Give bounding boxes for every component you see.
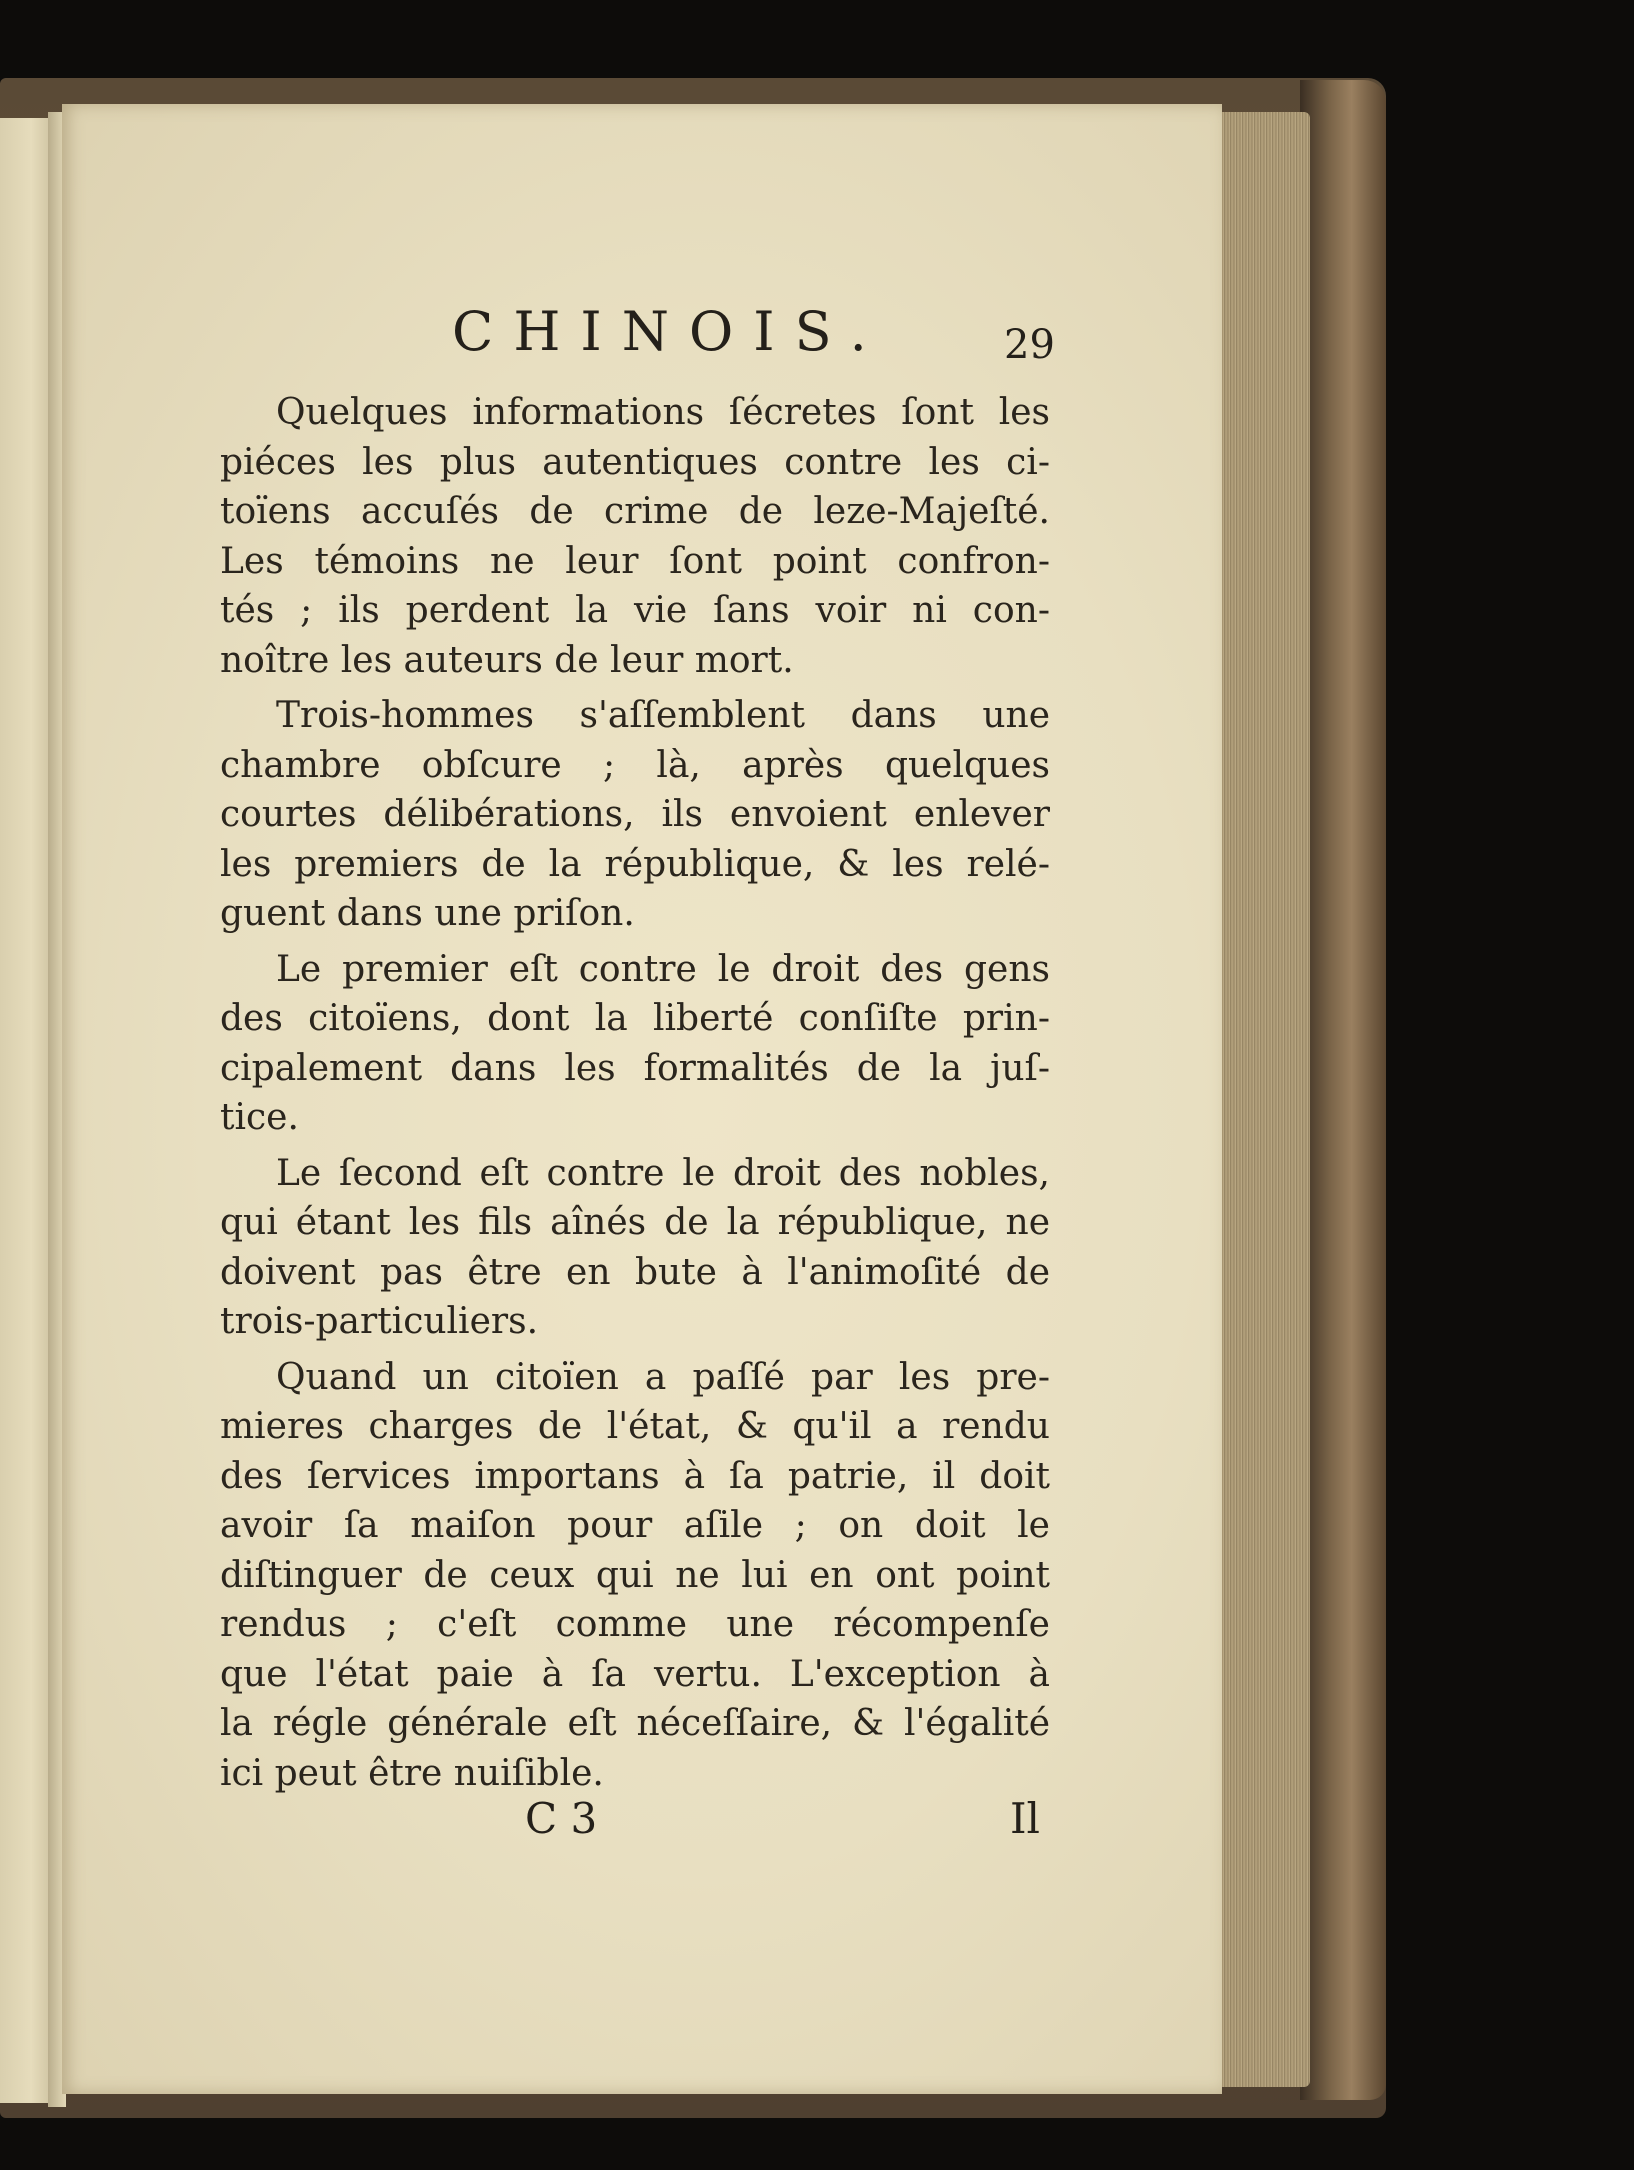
- text-line: Les témoins ne leur ſont point confron-: [220, 540, 1050, 582]
- paragraph-3: [220, 945, 1050, 1143]
- signature-mark: C 3: [525, 1794, 598, 1843]
- text-line: tice.: [220, 1097, 299, 1138]
- text-line: noître les auteurs de leur mort.: [220, 639, 794, 681]
- cover-edge: [1300, 80, 1386, 2100]
- text-line: cipalement dans les formalités de la juſ-: [220, 1047, 1050, 1089]
- text-line: mieres charges de l'état, & qu'il a rendu: [220, 1406, 1050, 1447]
- text-line: Quelques informations ſécretes ſont les: [276, 392, 1050, 433]
- page-footer: [220, 1794, 1050, 1854]
- text-line: Quand un citoïen a paſſé par les pre-: [276, 1356, 1050, 1398]
- text-line: des ſervices importans à ſa patrie, il doit: [220, 1455, 1050, 1497]
- running-head: CHINOIS.: [452, 300, 887, 363]
- text-line: diſtinguer de ceux qui ne lui en ont point: [220, 1554, 1050, 1596]
- text-line: que l'état paie à ſa vertu. L'exception à: [220, 1653, 1050, 1695]
- text-line: avoir ſa maiſon pour aſile ; on doit le: [220, 1505, 1050, 1546]
- paragraph-5: [220, 1353, 1050, 1799]
- text-line: rendus ; c'eſt comme une récompenſe: [220, 1604, 1050, 1645]
- text-line: Le ſecond eſt contre le droit des nobles,: [276, 1152, 1050, 1194]
- text-line: Le premier eſt contre le droit des gens: [276, 948, 1050, 990]
- text-line: qui étant les fils aînés de la république, ne: [220, 1202, 1050, 1243]
- text-line: toïens accuſés de crime de leze-Majeſté.: [220, 491, 1050, 532]
- catchword: Il: [1009, 1794, 1040, 1843]
- previous-page-edge: [0, 118, 52, 2103]
- text-line: piéces les plus autentiques contre les ci-: [220, 441, 1050, 483]
- text-line: la régle générale eſt néceſſaire, & l'égalité: [220, 1703, 1050, 1744]
- text-line: des citoïens, dont la liberté conſiſte prin-: [220, 998, 1050, 1039]
- fore-edge-pages: [1218, 112, 1310, 2087]
- text-line: guent dans une priſon.: [220, 893, 635, 934]
- text-line: tés ; ils perdent la vie ſans voir ni con-: [220, 590, 1050, 631]
- text-line: chambre obſcure ; là, après quelques: [220, 744, 1050, 786]
- text-line: ici peut être nuiſible.: [220, 1752, 604, 1794]
- text-line: courtes délibérations, ils envoient enlever: [220, 794, 1050, 835]
- text-line: les premiers de la république, & les relé-: [220, 843, 1050, 885]
- text-line: Trois-hommes s'aſſemblent dans une: [276, 695, 1050, 736]
- text-line: trois-particuliers.: [220, 1301, 539, 1342]
- paragraph-4: [220, 1149, 1050, 1347]
- paragraph-2: [220, 691, 1050, 939]
- paragraph-1: [220, 388, 1050, 685]
- body-text: [220, 388, 1050, 1804]
- page-number: 29: [1004, 322, 1055, 368]
- text-line: doivent pas être en bute à l'animoſité de: [220, 1251, 1050, 1293]
